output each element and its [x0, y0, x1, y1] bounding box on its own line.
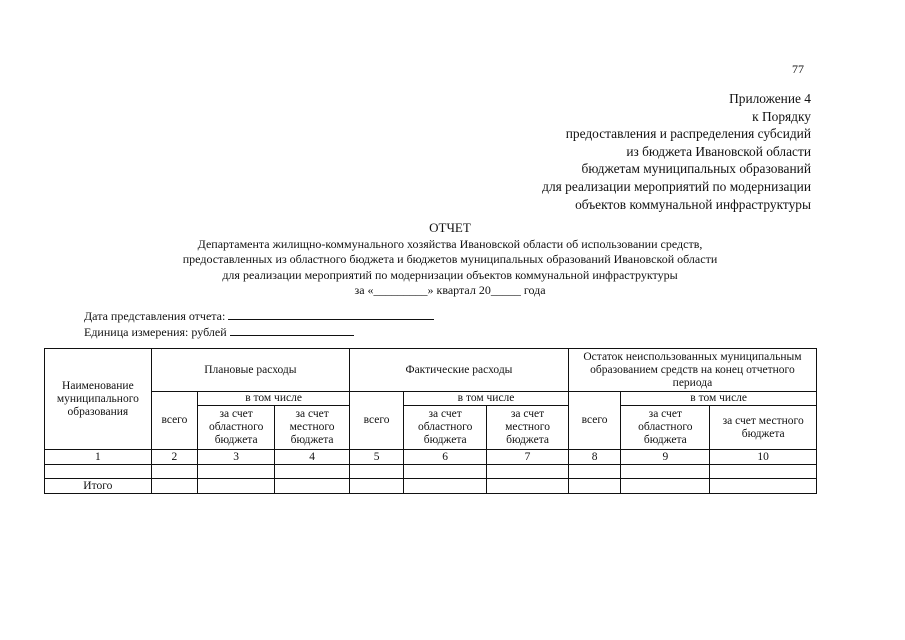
table-cell: [621, 465, 710, 479]
report-title-block: [100, 220, 800, 299]
appendix-line: к Порядку: [752, 108, 811, 124]
appendix-line: Приложение 4: [729, 91, 811, 106]
report-table: [44, 348, 817, 494]
page-number: 77: [792, 62, 804, 76]
column-number: 5: [350, 450, 404, 465]
header-remainder: Остаток неиспользованных муниципальным образованием средств на конец отчетного периода: [568, 349, 816, 392]
table-cell: [45, 465, 152, 479]
appendix-line: бюджетам муниципальных образований: [581, 161, 811, 177]
table-cell: [151, 479, 197, 494]
date-label: Дата представления отчета:: [84, 309, 226, 323]
unit-label: Единица измерения: рублей: [84, 324, 227, 339]
report-meta: [84, 308, 434, 339]
total-row: [45, 479, 817, 494]
column-number: 2: [151, 450, 197, 465]
column-number: 8: [568, 450, 620, 465]
total-label: Итого: [45, 479, 152, 494]
table-row: [45, 465, 817, 479]
appendix-line: для реализации мероприятий по модернизации: [542, 178, 811, 194]
header-municipality: Наименование муниципального образования: [45, 349, 152, 450]
column-number: 1: [45, 450, 152, 465]
header-regional: за счет областного бюджета: [198, 406, 275, 450]
header-local: за счет местного бюджета: [710, 406, 817, 450]
table-cell: [568, 479, 620, 494]
column-number: 3: [198, 450, 275, 465]
table-cell: [487, 479, 569, 494]
table-cell: [198, 465, 275, 479]
table-cell: [350, 479, 404, 494]
column-number: 6: [404, 450, 487, 465]
table-cell: [621, 479, 710, 494]
header-local: за счет местного бюджета: [487, 406, 569, 450]
report-subtitle-line: для реализации мероприятий по модернизации объектов коммунальной инфраструктуры: [222, 267, 678, 282]
header-planned: Плановые расходы: [151, 349, 349, 392]
appendix-line: объектов коммунальной инфраструктуры: [575, 196, 811, 212]
header-local: за счет местного бюджета: [275, 406, 350, 450]
unit-row: [84, 324, 434, 340]
column-number: 10: [710, 450, 817, 465]
report-title: ОТЧЕТ: [429, 220, 471, 235]
table-cell: [568, 465, 620, 479]
unit-blank-line: [230, 324, 354, 336]
table-header-row: [45, 349, 817, 392]
header-including: в том числе: [621, 392, 817, 406]
header-total: всего: [568, 392, 620, 450]
table-header-row: [45, 392, 817, 406]
header-including: в том числе: [198, 392, 350, 406]
table-cell: [151, 465, 197, 479]
appendix-line: из бюджета Ивановской области: [626, 143, 811, 159]
table-cell: [710, 479, 817, 494]
date-row: [84, 308, 434, 324]
column-number: 9: [621, 450, 710, 465]
header-total: всего: [151, 392, 197, 450]
header-actual: Фактические расходы: [350, 349, 569, 392]
column-number: 7: [487, 450, 569, 465]
table-cell: [350, 465, 404, 479]
table-cell: [275, 479, 350, 494]
column-number-row: [45, 450, 817, 465]
table-cell: [275, 465, 350, 479]
appendix-block: [542, 90, 811, 213]
date-blank-line: [228, 308, 434, 320]
report-period: за «_________» квартал 20_____ года: [354, 283, 546, 297]
table-cell: [404, 479, 487, 494]
appendix-line: предоставления и распределения субсидий: [565, 126, 811, 142]
report-subtitle-line: Департамента жилищно-коммунального хозяйства Ивановской области об использовании средств,: [197, 236, 703, 251]
report-subtitle-line: предоставленных из областного бюджета и бюджетов муниципальных образований Ивановской области: [182, 252, 718, 266]
header-regional: за счет областного бюджета: [621, 406, 710, 450]
column-number: 4: [275, 450, 350, 465]
table-cell: [710, 465, 817, 479]
header-total: всего: [350, 392, 404, 450]
table-cell: [198, 479, 275, 494]
table-cell: [487, 465, 569, 479]
header-regional: за счет областного бюджета: [404, 406, 487, 450]
header-including: в том числе: [404, 392, 569, 406]
table-cell: [404, 465, 487, 479]
